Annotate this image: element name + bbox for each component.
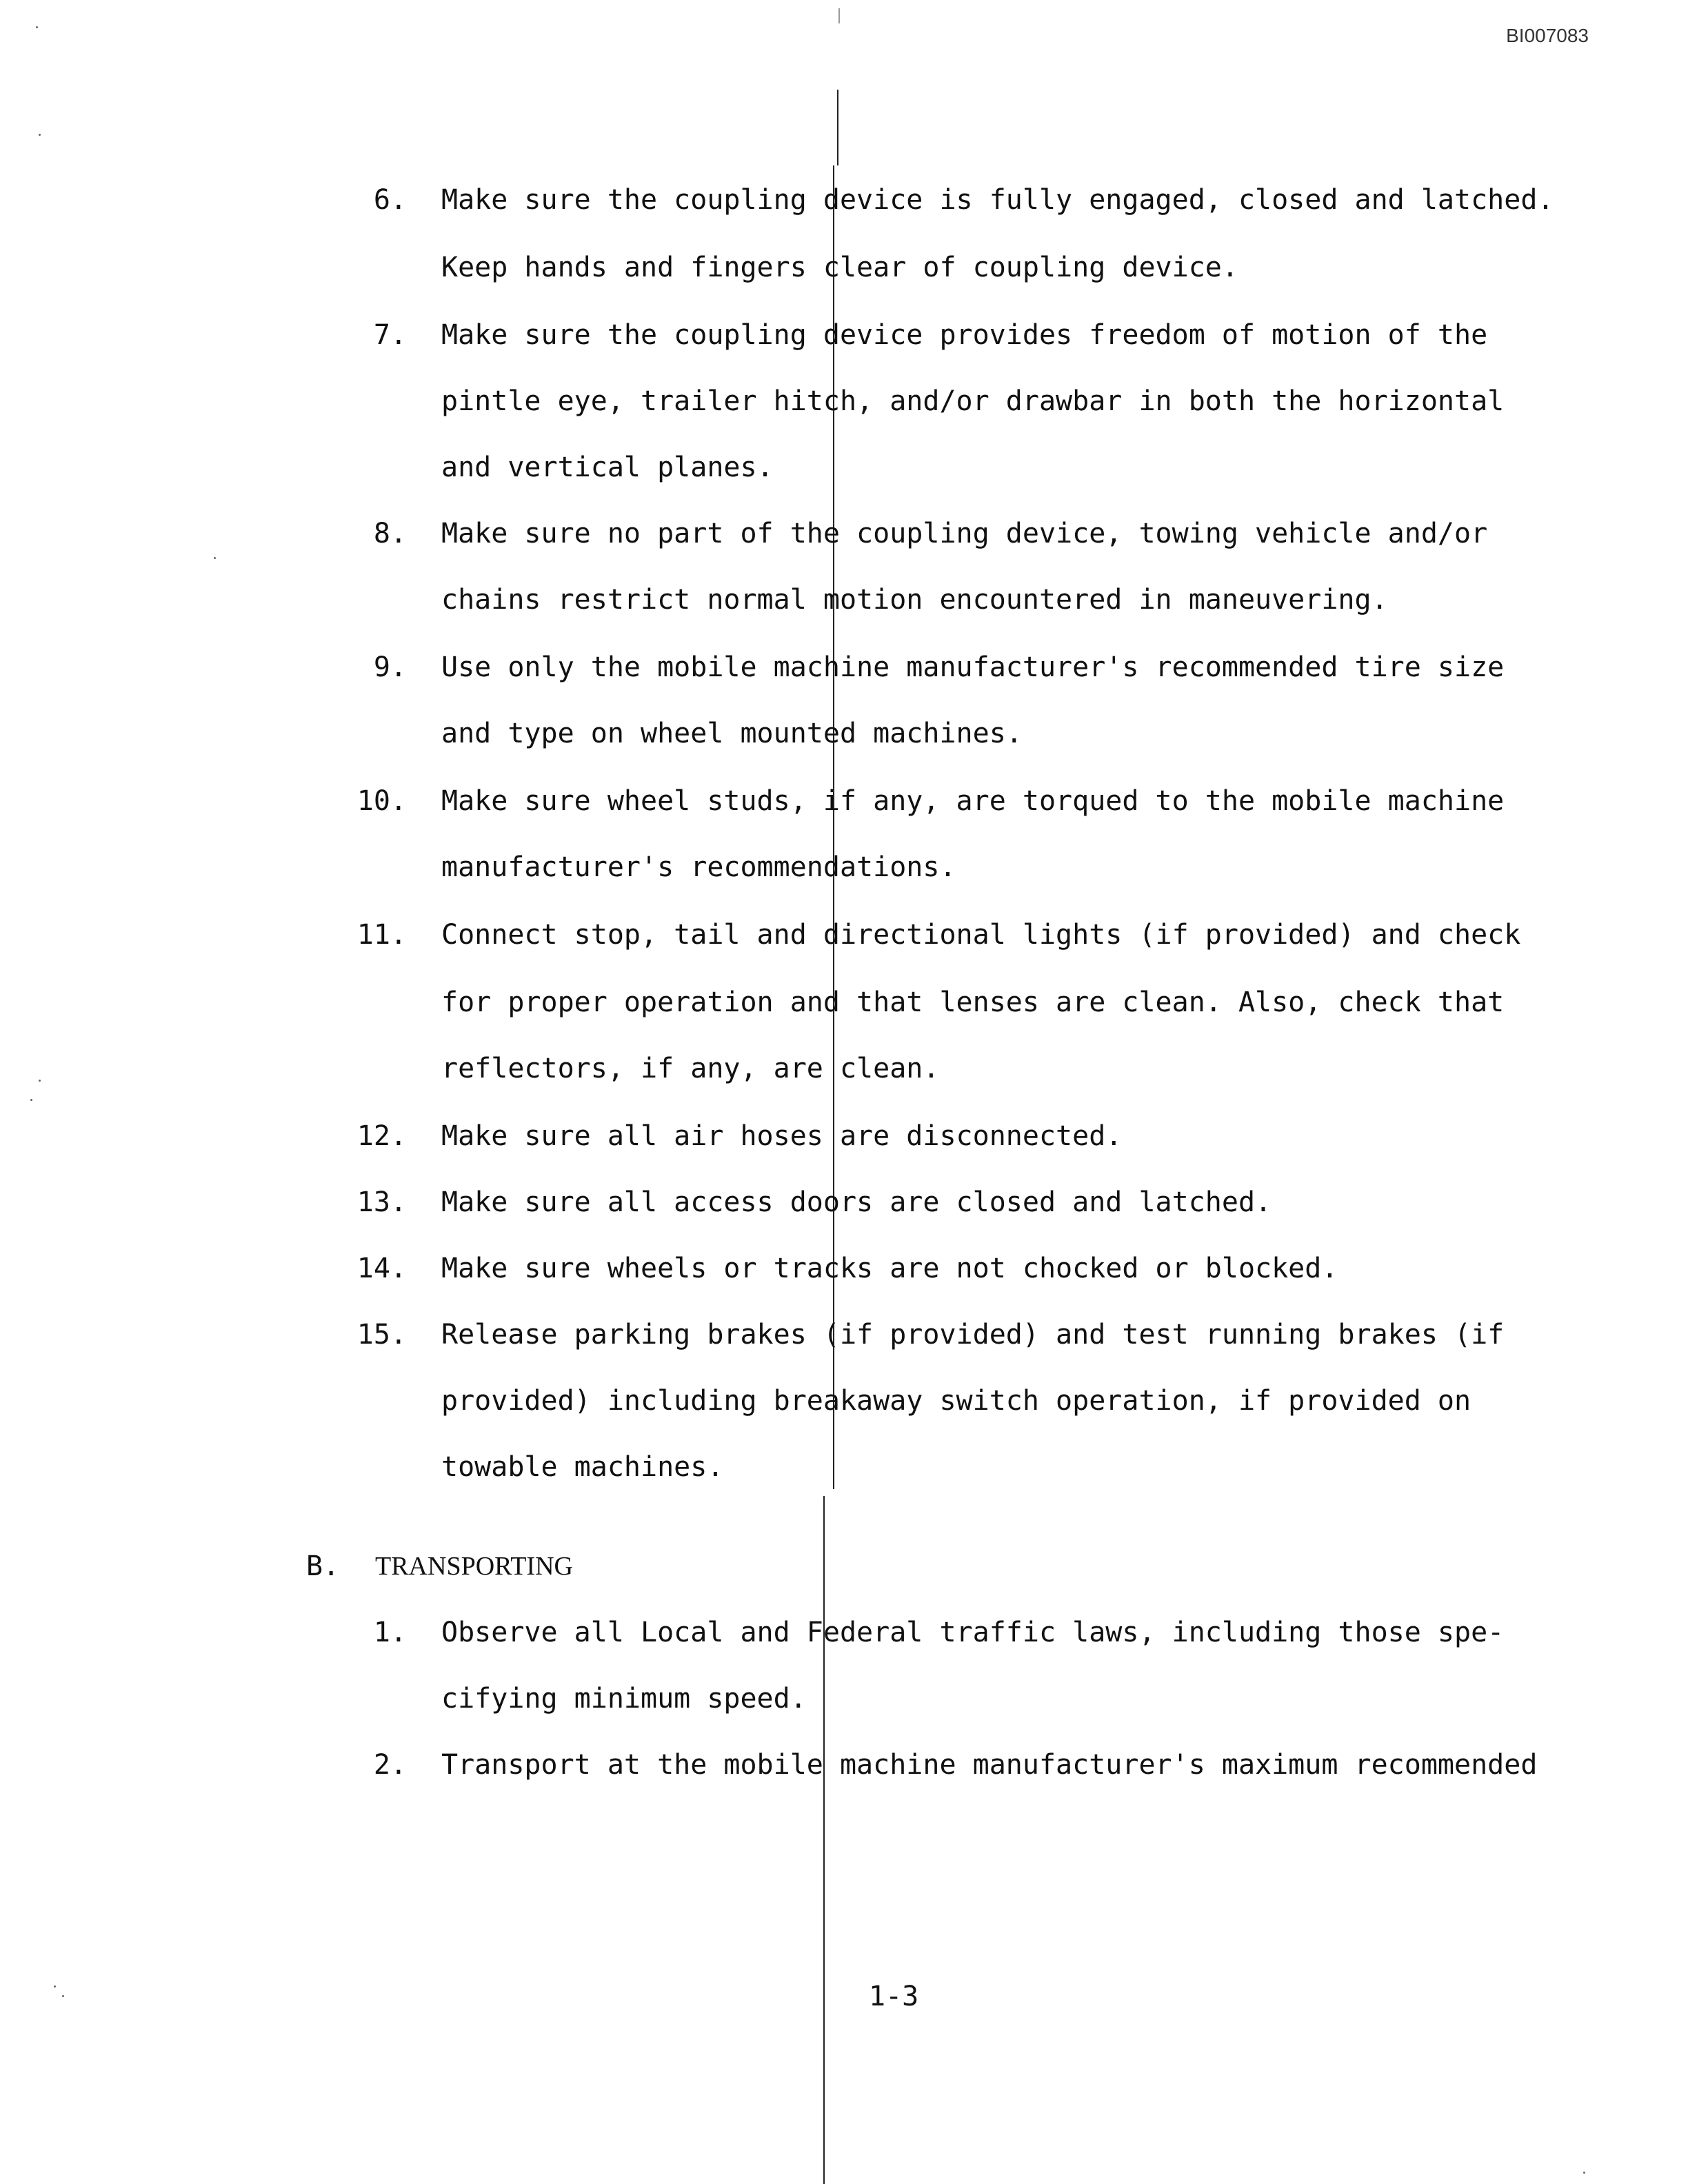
item-number: 11.	[356, 919, 407, 951]
section-letter: B.	[306, 1550, 340, 1582]
scan-artifact-line-top	[837, 90, 838, 165]
item-number: 12.	[356, 1120, 407, 1152]
item-number: 2.	[373, 1749, 407, 1781]
section-title: TRANSPORTING	[375, 1552, 573, 1581]
item-text-line: and vertical planes.	[441, 452, 774, 483]
item-text-line: Observe all Local and Federal traffic laws, including those spe-	[441, 1617, 1505, 1648]
item-text-line: Make sure the coupling device provides freedom of motion of the	[441, 319, 1488, 351]
item-number: 10.	[356, 785, 407, 817]
item-text-line: towable machines.	[441, 1451, 724, 1483]
item-text-line: reflectors, if any, are clean.	[441, 1053, 940, 1084]
scan-speck	[39, 134, 41, 136]
item-text-line: provided) including breakaway switch operation, if provided on	[441, 1385, 1471, 1417]
item-text-line: Make sure the coupling device is fully engaged, closed and latched.	[441, 184, 1554, 216]
scan-speck	[36, 26, 38, 28]
item-number: 15.	[356, 1319, 407, 1351]
item-number: 14.	[356, 1253, 407, 1284]
item-text-line: manufacturer's recommendations.	[441, 851, 956, 883]
item-text-line: Make sure wheels or tracks are not chocked or blocked.	[441, 1253, 1338, 1284]
item-text-line: Connect stop, tail and directional lights (if provided) and check	[441, 919, 1521, 951]
scan-speck	[30, 1099, 32, 1101]
scan-artifact-line-main	[833, 165, 834, 1489]
page-number: 1-3	[869, 1981, 919, 2012]
item-text-line: chains restrict normal motion encountered in maneuvering.	[441, 584, 1388, 616]
scan-speck	[39, 1080, 41, 1082]
item-text-line: Keep hands and fingers clear of coupling device.	[441, 252, 1238, 283]
item-text-line: Release parking brakes (if provided) and test running brakes (if	[441, 1319, 1505, 1351]
item-text-line: Make sure all air hoses are disconnected.	[441, 1120, 1123, 1152]
item-text-line: Make sure wheel studs, if any, are torqued to the mobile machine	[441, 785, 1505, 817]
item-number: 8.	[373, 518, 407, 549]
item-text-line: Transport at the mobile machine manufacturer's maximum recommended	[441, 1749, 1538, 1781]
item-text-line: pintle eye, trailer hitch, and/or drawbar in both the horizontal	[441, 385, 1505, 417]
scan-artifact-line-bottom	[823, 1496, 825, 2184]
scan-speck	[1583, 2172, 1585, 2174]
item-number: 1.	[373, 1617, 407, 1648]
item-text-line: Use only the mobile machine manufacturer's recommended tire size	[441, 651, 1505, 683]
scan-artifact-tick	[838, 8, 840, 23]
item-number: 6.	[373, 184, 407, 216]
item-text-line: Make sure no part of the coupling device, towing vehicle and/or	[441, 518, 1488, 549]
item-number: 7.	[373, 319, 407, 351]
item-text-line: cifying minimum speed.	[441, 1683, 807, 1715]
document-id: BI007083	[1506, 25, 1589, 46]
scan-speck	[62, 1995, 64, 1997]
item-number: 9.	[373, 651, 407, 683]
scan-speck	[214, 557, 216, 559]
scan-speck	[54, 1985, 56, 1988]
item-number: 13.	[356, 1186, 407, 1218]
item-text-line: Make sure all access doors are closed and latched.	[441, 1186, 1272, 1218]
item-text-line: for proper operation and that lenses are clean. Also, check that	[441, 987, 1505, 1018]
item-text-line: and type on wheel mounted machines.	[441, 718, 1023, 749]
